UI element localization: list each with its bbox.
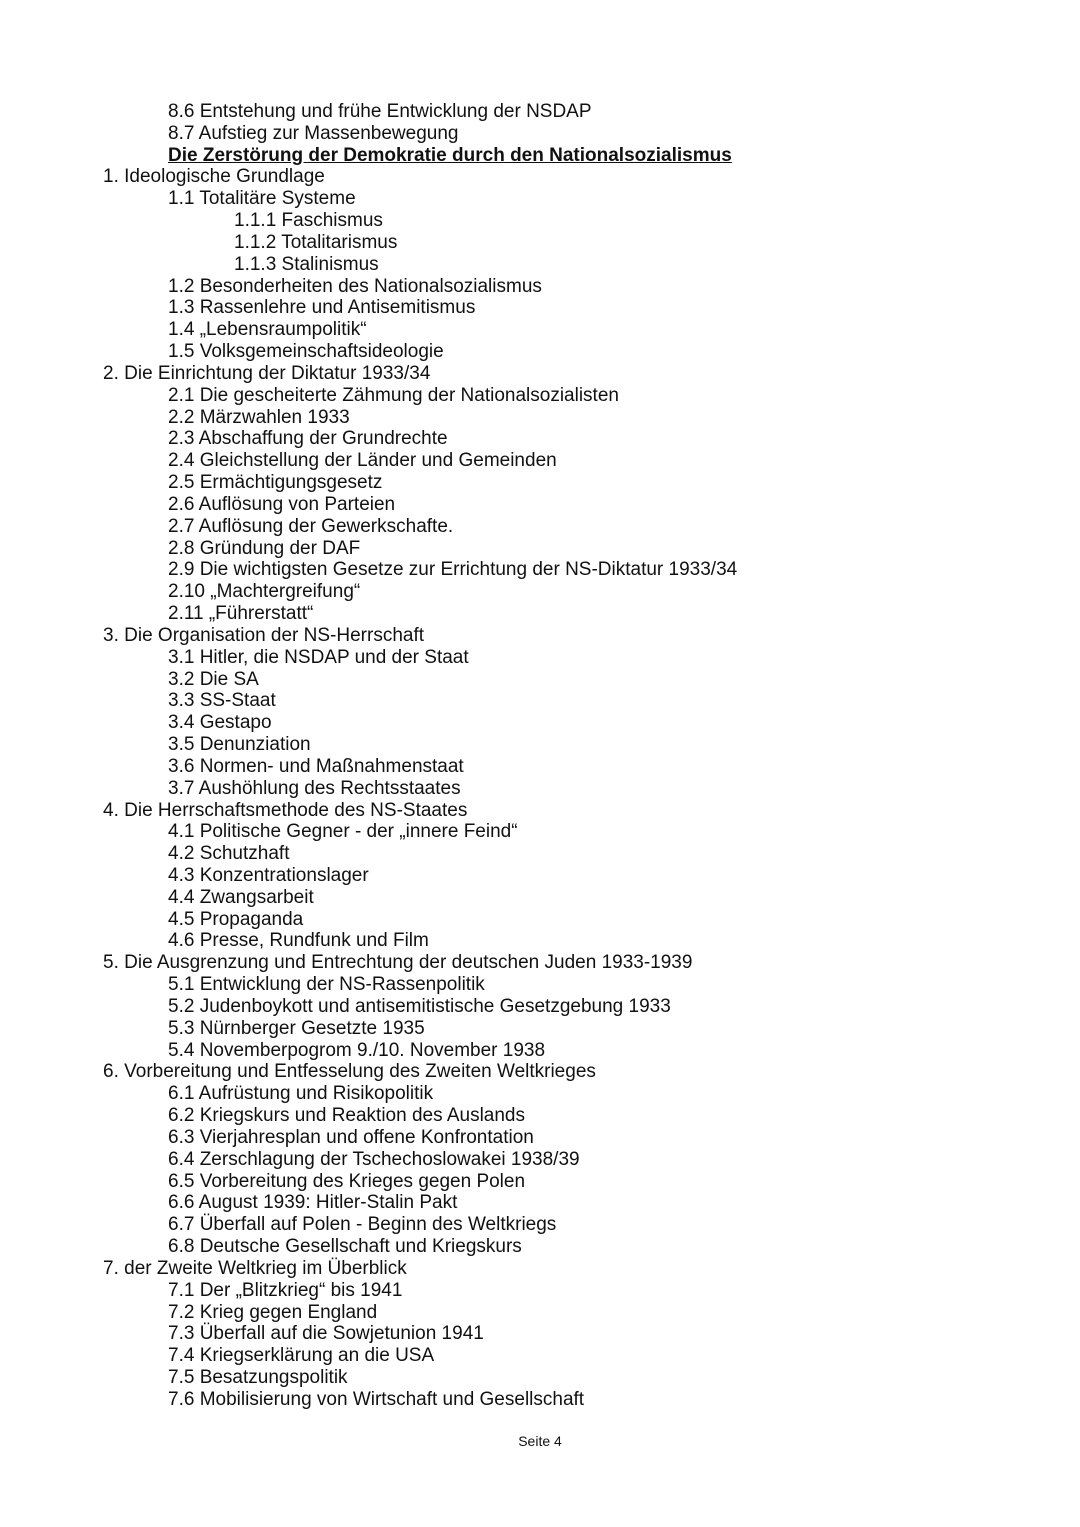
- toc-section: 2.10 „Machtergreifung“: [168, 581, 361, 603]
- toc-chapter: 3. Die Organisation der NS-Herrschaft: [103, 624, 425, 646]
- toc-chapter: 1. Ideologische Grundlage: [103, 166, 325, 188]
- toc-section: 7.3 Überfall auf die Sowjetunion 1941: [168, 1323, 484, 1345]
- toc-section: 4.5 Propaganda: [168, 908, 304, 930]
- toc-section: 4.4 Zwangsarbeit: [168, 886, 314, 908]
- toc-section: 7.4 Kriegserklärung an die USA: [168, 1345, 435, 1367]
- toc-section: 1.2 Besonderheiten des Nationalsozialismus: [168, 275, 542, 297]
- toc-section: 2.11 „Führerstatt“: [168, 603, 314, 625]
- toc-section: 2.4 Gleichstellung der Länder und Gemeinden: [168, 450, 557, 472]
- toc-section: 4.1 Politische Gegner - der „innere Feind“: [168, 821, 518, 843]
- toc-section: 6.1 Aufrüstung und Risikopolitik: [168, 1083, 434, 1105]
- toc-section: 1.4 „Lebensraumpolitik“: [168, 319, 367, 341]
- toc-section: 8.7 Aufstieg zur Massenbewegung: [168, 122, 459, 144]
- toc-section: 2.2 Märzwahlen 1933: [168, 406, 350, 428]
- toc-section: 6.2 Kriegskurs und Reaktion des Auslands: [168, 1105, 525, 1127]
- toc-section: 7.2 Krieg gegen England: [168, 1301, 378, 1323]
- toc-section: 3.2 Die SA: [168, 668, 259, 690]
- toc-chapter: 7. der Zweite Weltkrieg im Überblick: [103, 1257, 407, 1279]
- toc-section: 3.6 Normen- und Maßnahmenstaat: [168, 755, 464, 777]
- toc-section: 5.3 Nürnberger Gesetzte 1935: [168, 1017, 425, 1039]
- toc-section: 2.5 Ermächtigungsgesetz: [168, 472, 383, 494]
- toc-section: 4.6 Presse, Rundfunk und Film: [168, 930, 429, 952]
- toc-section: 3.3 SS-Staat: [168, 690, 276, 712]
- toc-section: 4.2 Schutzhaft: [168, 843, 290, 865]
- toc-chapter: 4. Die Herrschaftsmethode des NS-Staates: [103, 799, 468, 821]
- toc-section: 2.7 Auflösung der Gewerkschafte.: [168, 515, 454, 537]
- toc-section: 6.4 Zerschlagung der Tschechoslowakei 1938/39: [168, 1148, 580, 1170]
- toc-section: 7.1 Der „Blitzkrieg“ bis 1941: [168, 1279, 403, 1301]
- toc-section: 3.1 Hitler, die NSDAP und der Staat: [168, 646, 469, 668]
- toc-chapter: 6. Vorbereitung und Entfesselung des Zweiten Weltkrieges: [103, 1061, 596, 1083]
- toc-section: 2.3 Abschaffung der Grundrechte: [168, 428, 448, 450]
- toc-section: 6.6 August 1939: Hitler-Stalin Pakt: [168, 1192, 458, 1214]
- toc-section: 6.3 Vierjahresplan und offene Konfrontation: [168, 1126, 534, 1148]
- toc-section: 3.7 Aushöhlung des Rechtsstaates: [168, 777, 461, 799]
- toc-section: 1.3 Rassenlehre und Antisemitismus: [168, 297, 476, 319]
- page-number: Seite 4: [518, 1433, 562, 1449]
- toc-subsection: 1.1.1 Faschismus: [234, 210, 383, 232]
- toc-subsection: 1.1.3 Stalinismus: [234, 253, 379, 275]
- toc-section: 2.1 Die gescheiterte Zähmung der Nationalsozialisten: [168, 384, 619, 406]
- table-of-contents: [0, 101, 1080, 1411]
- toc-section: 4.3 Konzentrationslager: [168, 864, 369, 886]
- toc-section: 8.6 Entstehung und frühe Entwicklung der NSDAP: [168, 101, 592, 122]
- toc-section: 1.1 Totalitäre Systeme: [168, 188, 356, 210]
- toc-section: 2.9 Die wichtigsten Gesetze zur Errichtung der NS-Diktatur 1933/34: [168, 559, 738, 581]
- toc-subsection: 1.1.2 Totalitarismus: [234, 231, 398, 253]
- toc-section: 6.5 Vorbereitung des Krieges gegen Polen: [168, 1170, 526, 1192]
- toc-section: 6.8 Deutsche Gesellschaft und Kriegskurs: [168, 1236, 522, 1258]
- toc-section: 5.2 Judenboykott und antisemitistische Gesetzgebung 1933: [168, 995, 671, 1017]
- toc-section: 7.5 Besatzungspolitik: [168, 1367, 348, 1389]
- toc-chapter: 2. Die Einrichtung der Diktatur 1933/34: [103, 362, 431, 384]
- toc-section: 7.6 Mobilisierung von Wirtschaft und Gesellschaft: [168, 1388, 585, 1410]
- toc-section: 6.7 Überfall auf Polen - Beginn des Weltkriegs: [168, 1214, 557, 1236]
- toc-section: 5.1 Entwicklung der NS-Rassenpolitik: [168, 974, 485, 996]
- toc-chapter: 5. Die Ausgrenzung und Entrechtung der deutschen Juden 1933-1939: [103, 952, 693, 974]
- toc-section: 3.5 Denunziation: [168, 734, 311, 756]
- toc-section: 3.4 Gestapo: [168, 712, 272, 734]
- toc-section: 5.4 Novemberpogrom 9./10. November 1938: [168, 1039, 546, 1061]
- toc-section: 1.5 Volksgemeinschaftsideologie: [168, 341, 444, 363]
- toc-section: 2.8 Gründung der DAF: [168, 537, 361, 559]
- section-heading: Die Zerstörung der Demokratie durch den Nationalsozialismus: [168, 144, 732, 166]
- toc-section: 2.6 Auflösung von Parteien: [168, 493, 396, 515]
